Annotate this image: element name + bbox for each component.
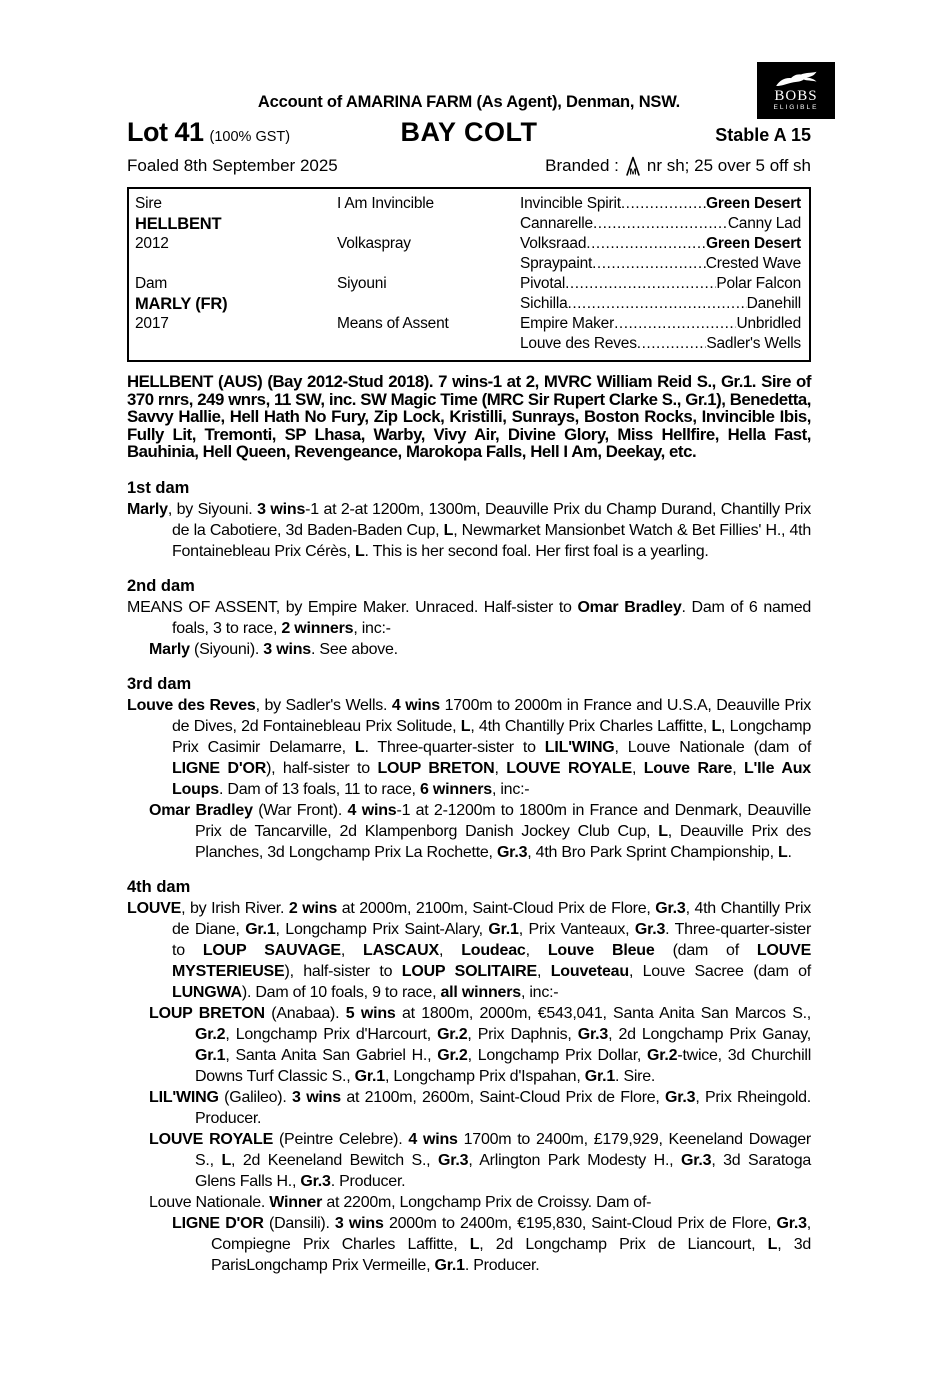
section-heading: 1st dam: [127, 478, 190, 497]
bobs-logo-subtitle: ELIGIBLE: [773, 104, 819, 112]
pedigree-entry: Louve Nationale. Winner at 2200m, Longchamp Prix de Croissy. Dam of-: [149, 1193, 652, 1211]
ancestor-name: Empire Maker: [520, 315, 615, 332]
pedigree-row: [520, 294, 801, 314]
sire-name: HELLBENT: [135, 215, 222, 233]
ancestor-parent: Crested Wave: [705, 255, 801, 272]
ancestor-parent: Unbridled: [736, 315, 801, 332]
dot-leader: [614, 314, 736, 334]
pedigree-row: [520, 214, 801, 234]
section-heading: 3rd dam: [127, 674, 192, 693]
dam-name: MARLY (FR): [135, 295, 228, 313]
damsire-name: Siyouni: [337, 275, 387, 292]
dam-year: 2017: [135, 315, 169, 332]
ancestor-name: Invincible Spirit: [520, 195, 621, 212]
pedigree-entry: LIL'WING (Galileo). 3 wins at 2100m, 2600m, Saint-Cloud Prix de Flore, Gr.3, Prix Rheingold. Producer.: [149, 1088, 811, 1127]
lot-number: Lot 41: [127, 117, 204, 147]
pedigree-entry: LOUVE ROYALE (Peintre Celebre). 4 wins 1700m to 2400m, £179,929, Keeneland Dowager S., L, 2d Keeneland Bewitch S., Gr.3, Arlington Park Modesty H., Gr.3, 3d Saratoga Glens Falls H., Gr.3. Producer.: [149, 1130, 811, 1190]
pedigree-col-1: [135, 194, 337, 354]
account-line: Account of AMARINA FARM (As Agent), Denman, NSW.: [257, 93, 681, 111]
ancestor-name: Sichilla: [520, 295, 568, 312]
pedigree-entry: Louve des Reves, by Sadler's Wells. 4 wins 1700m to 2000m in France and U.S.A, Deauville Prix de Dives, 2d Fontainebleau Prix Solitude, L, 4th Chantilly Prix Charles Laffitte, L, Longchamp Prix Casimir Delamarre, L. Three-quarter-sister to LIL'WING, Louve Nationale (dam of LIGNE D'OR), half-sister to LOUP BRETON, LOUVE ROYALE, Louve Rare, L'Ile Aux Loups. Dam of 13 foals, 11 to race, 6 winners, inc:-: [127, 696, 812, 798]
ancestor-parent: Canny Lad: [727, 215, 801, 232]
pedigree-col-3: [520, 194, 801, 354]
pedigree-col-2: [337, 194, 520, 354]
lot-header-row: [127, 117, 811, 148]
dot-leader: [592, 254, 706, 274]
pedigree-row: [520, 254, 801, 274]
horse-title: BAY COLT: [400, 117, 538, 147]
dot-leader: [593, 214, 728, 234]
ancestor-parent: Sadler's Wells: [706, 335, 801, 352]
sire-summary: HELLBENT (AUS) (Bay 2012-Stud 2018). 7 wins-1 at 2, MVRC William Reid S., Gr.1. Sire of 370 rnrs, 249 wnrs, 11 SW, inc. SW Magic Time (MRC Sir Rupert Clarke S., Gr.1), Benedetta, Savvy Hallie, Hell Hath No Fury, Zip Lock, Kristilli, Sunrays, Boston Rocks, Invincible Ibis, Fully Lit, Tremonti, SP Lhasa, Warby, Vivy Air, Divine Glory, Miss Hellfire, Hella Fast, Bauhinia, Hell Queen, Revengeance, Marokopa Falls, Hell I Am, Deekay, etc.: [127, 372, 811, 462]
pedigree-row: [520, 334, 801, 354]
pedigree-entry: Omar Bradley (War Front). 4 wins-1 at 2-1200m to 1800m in France and Denmark, Deauville Prix de Tancarville, 2d Klampenborg Danish Jockey Club Cup, L, Deauville Prix des Planches, 3d Longchamp Prix La Rochette, Gr.3, 4th Bro Park Sprint Championship, L.: [149, 801, 811, 861]
ancestor-name: Volksraad: [520, 235, 587, 252]
pedigree-entry: LIGNE D'OR (Dansili). 3 wins 2000m to 2400m, €195,830, Saint-Cloud Prix de Flore, Gr.3, Compiegne Prix Charles Laffitte, L, 2d Longchamp Prix de Liancourt, L, 3d ParisLongchamp Prix Vermeille, Gr.1. Producer.: [172, 1214, 812, 1274]
pedigree-entry: Marly (Siyouni). 3 wins. See above.: [149, 640, 398, 658]
dot-leader: [621, 194, 706, 214]
pedigree-row: [520, 274, 801, 294]
section-4th-dam: [127, 877, 811, 1276]
section-2nd-dam: [127, 576, 811, 660]
pedigree-table: [127, 187, 811, 362]
dot-leader: [568, 294, 747, 314]
pedigree-row: [520, 234, 801, 254]
sire-year: 2012: [135, 235, 169, 252]
ancestor-parent: Polar Falcon: [716, 275, 801, 292]
brand-monogram-letter: M: [629, 166, 637, 176]
stable-number: Stable A 15: [715, 125, 811, 145]
ancestor-parent: Danehill: [746, 295, 801, 312]
pedigree-row: [520, 194, 801, 214]
amarina-brand-monogram-icon: [625, 156, 641, 176]
second-dam-name: Means of Assent: [337, 315, 449, 332]
pedigree-entry: LOUVE, by Irish River. 2 wins at 2000m, 2100m, Saint-Cloud Prix de Flore, Gr.3, 4th Chantilly Prix de Diane, Gr.1, Longchamp Prix Saint-Alary, Gr.1, Prix Vanteaux, Gr.3. Three-quarter-sister to LOUP SAUVAGE, LASCAUX, Loudeac, Louve Bleue (dam of LOUVE MYSTERIEUSE), half-sister to LOUP SOLITAIRE, Louveteau, Louve Sacree (dam of LUNGWA). Dam of 10 foals, 9 to race, all winners, inc:-: [127, 899, 812, 1001]
ancestor-name: Cannarelle: [520, 215, 593, 232]
dam-role-label: Dam: [135, 275, 168, 292]
grandam-name: Volkaspray: [337, 235, 411, 252]
dot-leader: [565, 274, 716, 294]
bobs-logo-title: BOBS: [774, 87, 818, 104]
foal-row: [127, 156, 811, 176]
foaled-date: Foaled 8th September 2025: [127, 156, 338, 175]
ancestor-name: Pivotal: [520, 275, 566, 292]
section-3rd-dam: [127, 674, 811, 863]
pedigree-row: [520, 314, 801, 334]
ancestor-name: Louve des Reves: [520, 335, 637, 352]
branded-suffix: nr sh; 25 over 5 off sh: [646, 156, 811, 175]
branded-line: [545, 156, 811, 176]
sire-role-label: Sire: [135, 195, 162, 212]
grandsire-name: I Am Invincible: [337, 195, 434, 212]
dot-leader: [586, 234, 706, 254]
pedigree-entry: LOUP BRETON (Anabaa). 5 wins at 1800m, 2000m, €543,041, Santa Anita San Marcos S., Gr.2, Longchamp Prix d'Harcourt, Gr.2, Prix Daphnis, Gr.3, 2d Longchamp Prix Ganay, Gr.1, Santa Anita San Gabriel H., Gr.2, Longchamp Prix Dollar, Gr.2-twice, 3d Churchill Downs Turf Classic S., Gr.1, Longchamp Prix d'Ispahan, Gr.1. Sire.: [149, 1004, 812, 1085]
dot-leader: [637, 334, 707, 354]
ancestor-parent: Green Desert: [706, 195, 801, 212]
ancestor-parent: Green Desert: [706, 235, 801, 252]
gst-note: (100% GST): [209, 129, 291, 145]
pedigree-entry: MEANS OF ASSENT, by Empire Maker. Unraced. Half-sister to Omar Bradley. Dam of 6 named foals, 3 to race, 2 winners, inc:-: [127, 598, 811, 637]
section-1st-dam: [127, 478, 811, 562]
section-heading: 2nd dam: [127, 576, 195, 595]
ancestor-name: Spraypaint: [520, 255, 593, 272]
section-heading: 4th dam: [127, 877, 191, 896]
pedigree-entry: Marly, by Siyouni. 3 wins-1 at 2-at 1200m, 1300m, Deauville Prix du Champ Durand, Chantilly Prix de la Cabotiere, 3d Baden-Baden Cup, L, Newmarket Mansionbet Watch & Bet Fillies' H., 4th Fontainebleau Prix Cérès, L. This is her second foal. Her first foal is a yearling.: [127, 500, 812, 560]
branded-prefix: Branded :: [545, 156, 619, 175]
